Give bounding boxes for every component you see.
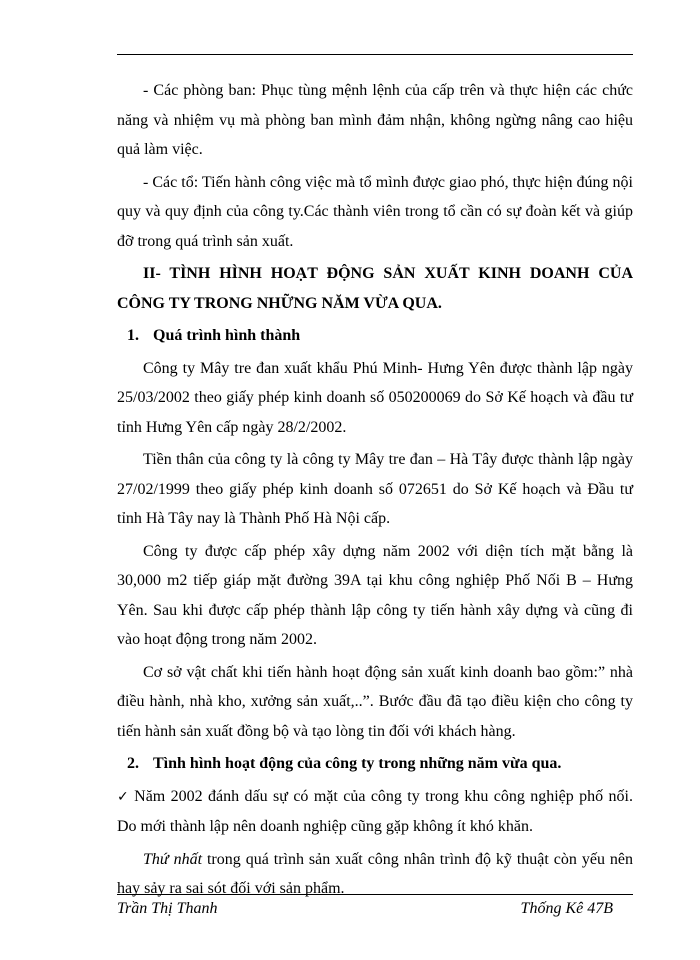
checkmark-icon: ✓ — [117, 788, 131, 805]
subheading-operations — [117, 749, 633, 779]
footer-class: Thống Kê 47B — [520, 900, 613, 917]
paragraph-first-text: trong quá trình sản xuất công nhân trình độ kỹ thuật còn yếu nên hay sảy ra sai sót đối với sản phẩm. — [117, 850, 634, 897]
subheading-formation — [117, 321, 633, 351]
section-heading: II- TÌNH HÌNH HOẠT ĐỘNG SẢN XUẤT KINH DOANH CỦA CÔNG TY TRONG NHỮNG NĂM VỪA QUA. — [117, 265, 633, 312]
subheading-number: 2. — [127, 755, 139, 772]
header-rule — [117, 54, 633, 55]
paragraph-teams: - Các tổ: Tiến hành công việc mà tổ mình được giao phó, thực hiện đúng nội quy và quy định của công ty.Các thành viên trong tổ cần có sự đoàn kết và giúp đỡ trong quá trình sản xuất. — [117, 173, 633, 250]
subheading-number: 1. — [127, 327, 139, 344]
paragraph-facilities: Cơ sở vật chất khi tiến hành hoạt động sản xuất kinh doanh bao gồm:” nhà điều hành, nhà kho, xưởng sản xuất,..”. Bước đầu đã tạo điều kiện cho công ty tiến hành sản xuất đồng bộ và tạo lòng tin đối với khách hàng. — [117, 663, 633, 740]
first-italic-label: Thứ nhất — [143, 850, 203, 868]
subheading-text: Quá trình hình thành — [153, 327, 301, 344]
paragraph-departments: - Các phòng ban: Phục tùng mệnh lệnh của cấp trên và thực hiện các chức năng và nhiệm vụ mà phòng ban mình đảm nhận, không ngừng nâng cao hiệu quả làm việc. — [117, 82, 633, 158]
footer-rule — [117, 894, 633, 895]
paragraph-founding: Công ty Mây tre đan xuất khẩu Phú Minh- Hưng Yên được thành lập ngày 25/03/2002 theo giấy phép kinh doanh số 050200069 do Sở Kế hoạch và đầu tư tỉnh Hưng Yên cấp ngày 28/2/2002. — [117, 359, 633, 436]
paragraph-construction: Công ty được cấp phép xây dựng năm 2002 với diện tích mặt bằng là 30,000 m2 tiếp giáp mặt đường 39A tại khu công nghiệp Phố Nối B – Hưng Yên. Sau khi được cấp phép thành lập công ty tiến hành xây dựng và cũng đi vào hoạt động trong năm 2002. — [117, 542, 633, 648]
paragraph-predecessor: Tiền thân của công ty là công ty Mây tre đan – Hà Tây được thành lập ngày 27/02/1999 theo giấy phép kinh doanh số 072651 do Sở Kế hoạch và Đầu tư tỉnh Hà Tây nay là Thành Phố Hà Nội cấp. — [117, 451, 633, 527]
document-body — [117, 76, 633, 907]
paragraph-2002 — [117, 782, 633, 842]
footer-author: Trần Thị Thanh — [117, 900, 218, 917]
paragraph-2002-text: Năm 2002 đánh dấu sự có mặt của công ty trong khu công nghiệp phố nối. Do mới thành lập nên doanh nghiệp cũng gặp không ít khó khăn. — [117, 787, 634, 835]
subheading-text: Tình hình hoạt động của công ty trong những năm vừa qua. — [153, 755, 562, 772]
